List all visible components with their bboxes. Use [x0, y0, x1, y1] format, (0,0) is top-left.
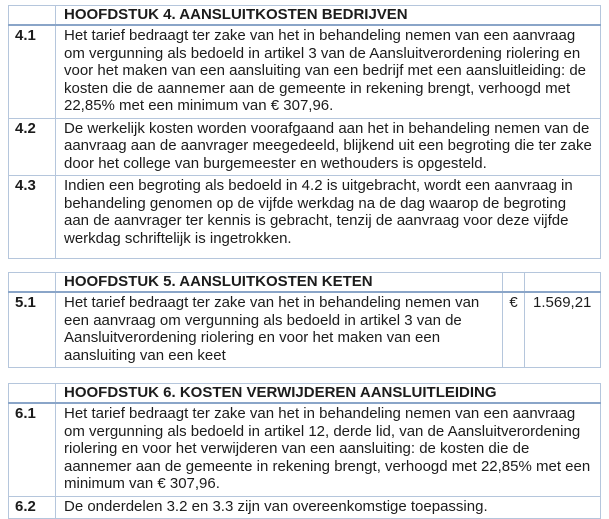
- tariff-table-hoofdstuk-6: [8, 383, 601, 519]
- row-text: De werkelijk kosten worden voorafgaand aan het in behandeling nemen van de aanvraag aan de aanvrager meegedeeld, blijkend uit een begroting die ter zake door het college van burgemeester en wethouders is opgesteld.: [56, 118, 601, 176]
- table-header-row: [9, 273, 601, 293]
- row-number: 4.3: [9, 176, 56, 259]
- table-header-row: [9, 384, 601, 404]
- amount-value: 1.569,21: [525, 292, 601, 368]
- table-title: HOOFDSTUK 6. KOSTEN VERWIJDEREN AANSLUITLEIDING: [56, 384, 601, 404]
- row-text: Het tarief bedraagt ter zake van het in behandeling nemen van een aanvraag om vergunning als bedoeld in artikel 12, derde lid, van de Aansluitverordening riolering en voor het verwijderen van een aansluiting: de kosten die de aannemer aan de gemeente in rekening brengt, verhoogd met 22,85% met een minimum van € 307,96.: [56, 403, 601, 496]
- table-row: [9, 292, 601, 368]
- table-row: [9, 496, 601, 519]
- row-text: Het tarief bedraagt ter zake van het in behandeling nemen van een aanvraag om vergunning als bedoeld in artikel 3 van de Aansluitverordening riolering en voor het maken van een aansluiting van een keet: [56, 292, 503, 368]
- table-row: [9, 25, 601, 118]
- tariff-table-hoofdstuk-4: [8, 5, 601, 259]
- header-spacer-cell: [525, 273, 601, 293]
- tariff-table-hoofdstuk-5: [8, 272, 601, 368]
- table-row: [9, 118, 601, 176]
- row-text: De onderdelen 3.2 en 3.3 zijn van overeenkomstige toepassing.: [56, 496, 601, 519]
- table-title: HOOFDSTUK 5. AANSLUITKOSTEN KETEN: [56, 273, 503, 293]
- row-number: 5.1: [9, 292, 56, 368]
- table-row: [9, 176, 601, 259]
- row-number: 6.2: [9, 496, 56, 519]
- row-number: 6.1: [9, 403, 56, 496]
- header-spacer-cell: [9, 6, 56, 26]
- row-number: 4.2: [9, 118, 56, 176]
- header-spacer-cell: [503, 273, 525, 293]
- row-number: 4.1: [9, 25, 56, 118]
- currency-symbol: €: [503, 292, 525, 368]
- table-row: [9, 403, 601, 496]
- header-spacer-cell: [9, 273, 56, 293]
- header-spacer-cell: [9, 384, 56, 404]
- row-text: Het tarief bedraagt ter zake van het in behandeling nemen van een aanvraag om vergunning als bedoeld in artikel 3 van de Aansluitverordening riolering en voor het maken van een aansluiting van een bedrijf met een aansluitleiding: de kosten die de aannemer aan de gemeente in rekening brengt, verhoogd met 22,85% met een minimum van € 307,96.: [56, 25, 601, 118]
- table-title: HOOFDSTUK 4. AANSLUITKOSTEN BEDRIJVEN: [56, 6, 601, 26]
- row-text: Indien een begroting als bedoeld in 4.2 is uitgebracht, wordt een aanvraag in behandeling genomen op de vijfde werkdag na de dag waarop de begroting aan de aanvrager ter kennis is gebracht, tenzij de aanvraag voor deze vijfde werkdag schriftelijk is ingetrokken.: [56, 176, 601, 259]
- table-header-row: [9, 6, 601, 26]
